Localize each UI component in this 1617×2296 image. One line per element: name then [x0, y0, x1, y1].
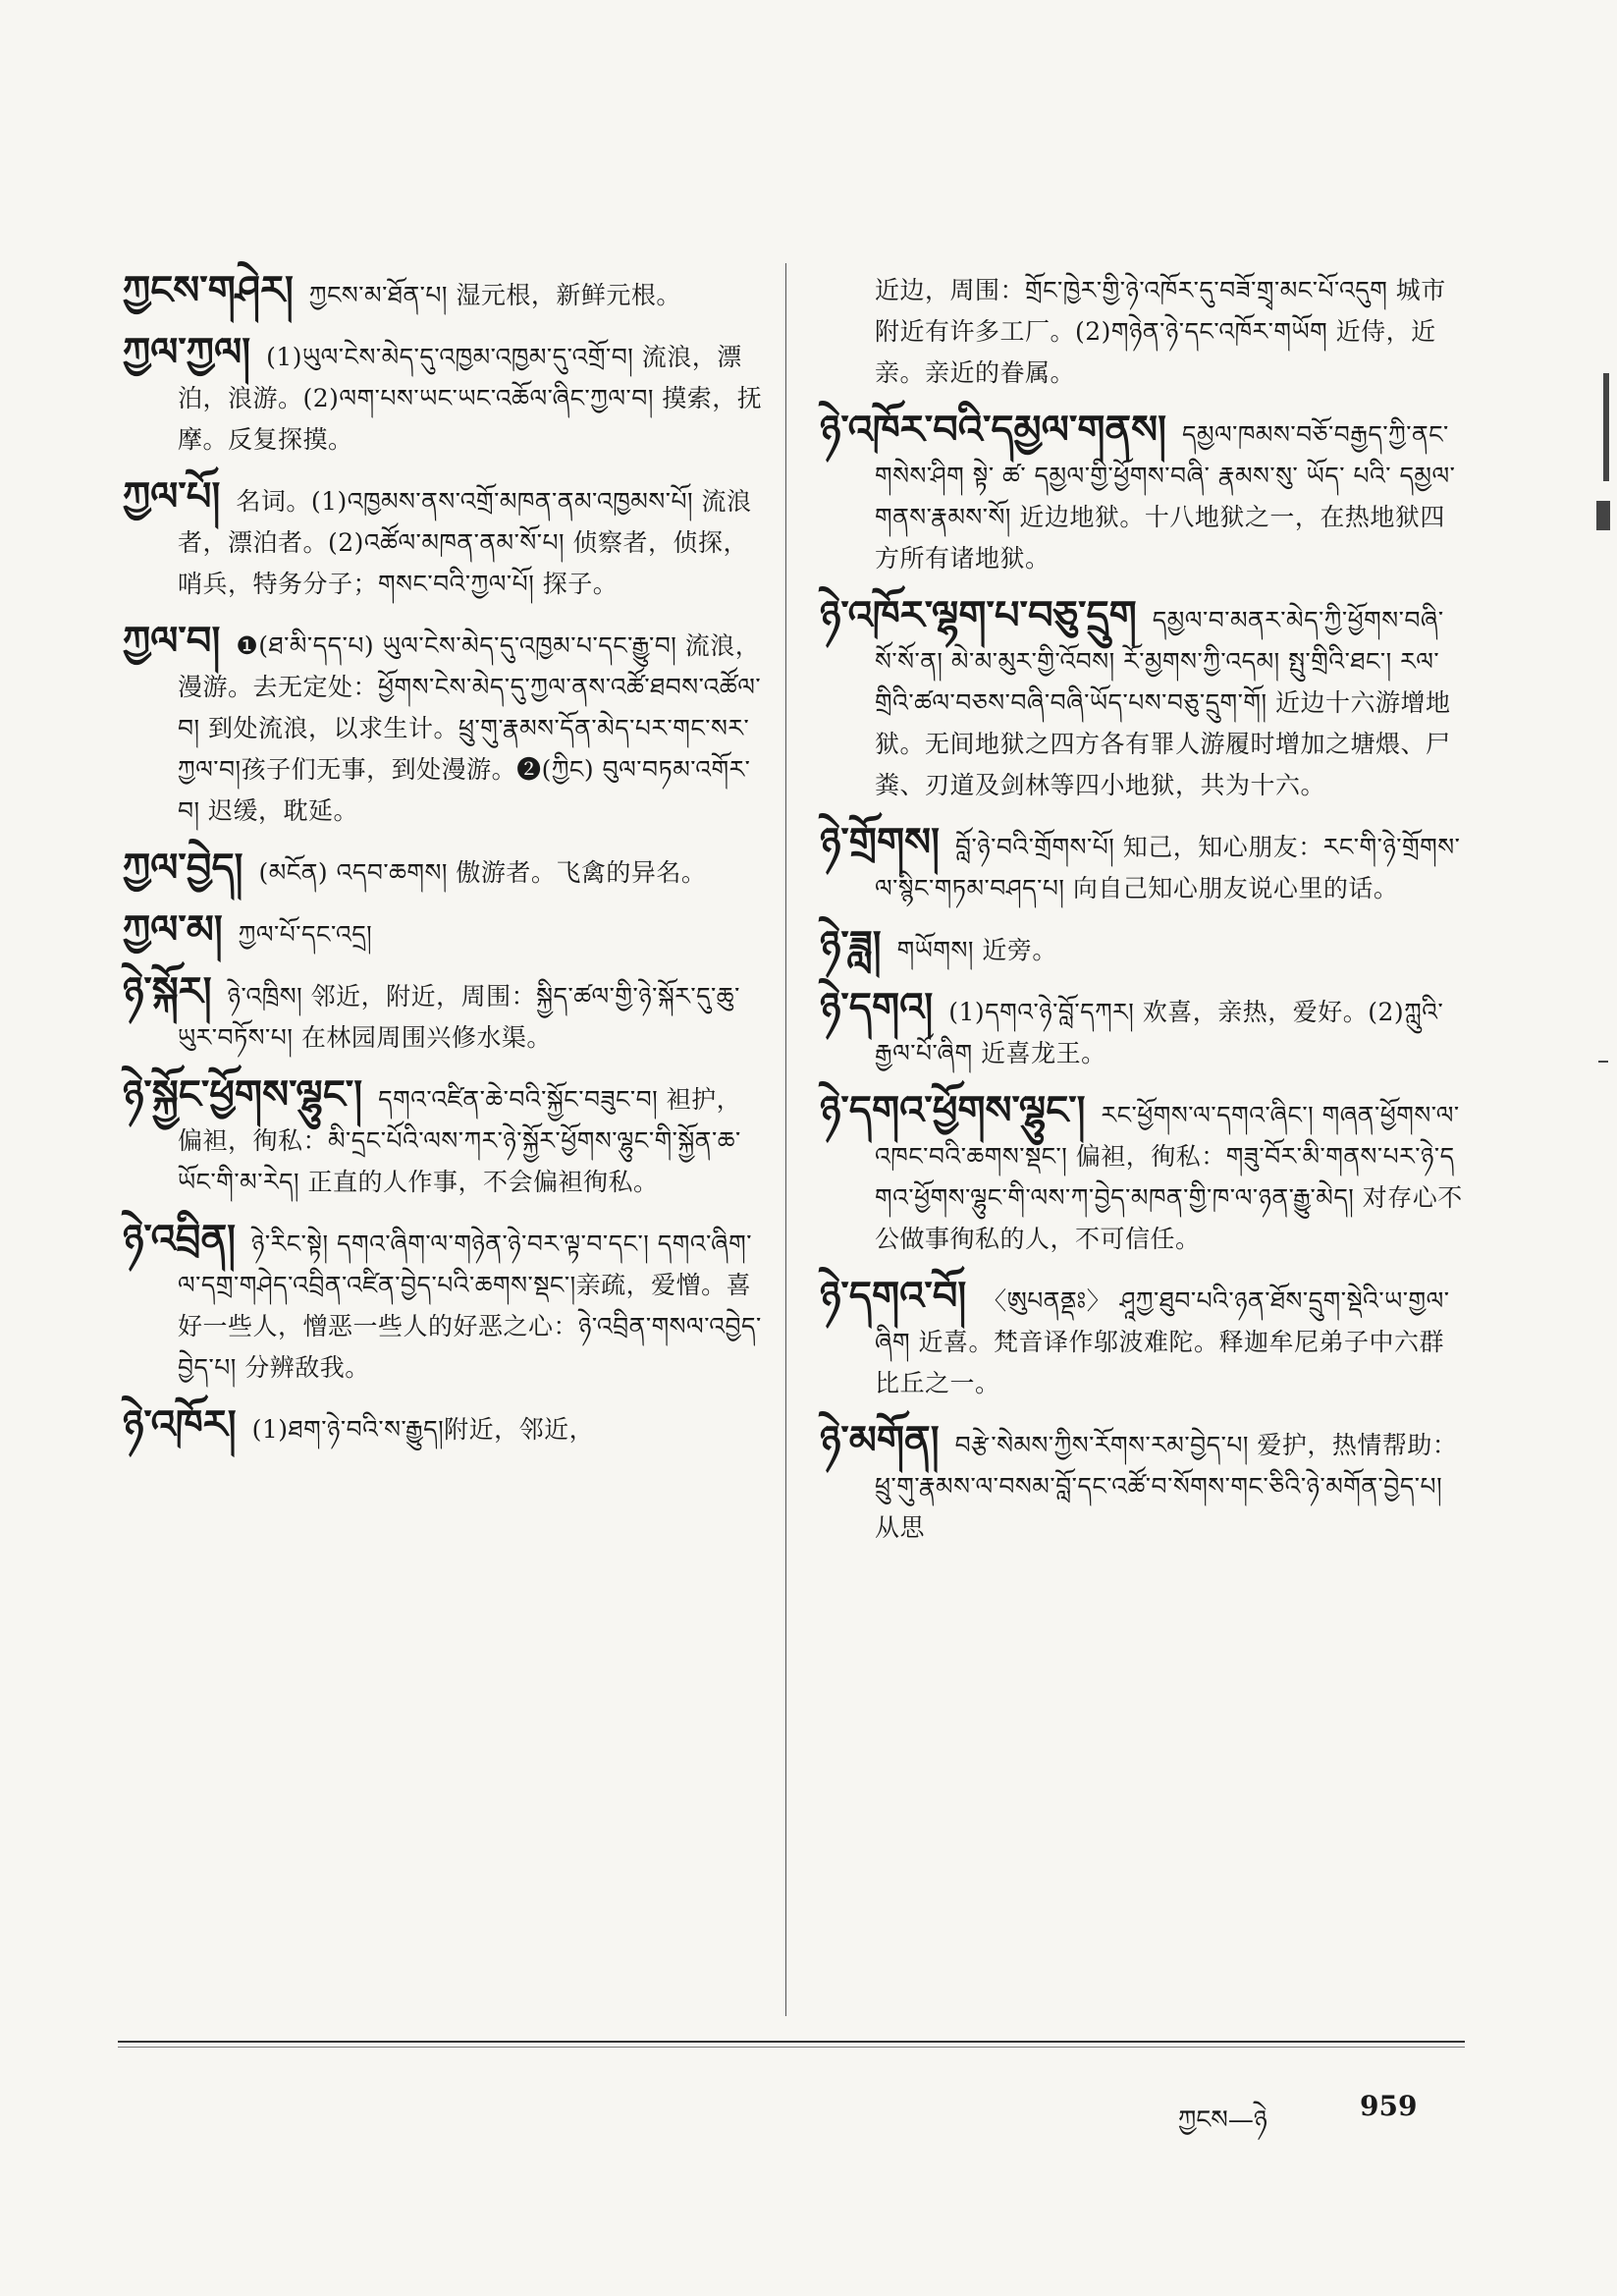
entry-headword: ཉེ་མགོན། — [820, 1417, 940, 1463]
dictionary-entry — [123, 618, 766, 832]
entry-headword: ཀྱངས་གཤེར། — [123, 267, 294, 313]
entry-definition: 名词。(1)འཁྱམས་ནས་འགྲོ་མཁན་ནམ་འཁྱམས་པོ། 流浪者，漂泊者。(2)འཚོལ་མཁན་ནམ་སོ་པ། 侦察者，侦探，哨兵，特务分子；གསང་བའི་ཀྱལ་པོ། 探子。 — [178, 487, 752, 598]
entry-headword: ཉེ་འབྲིན། — [123, 1216, 236, 1262]
entry-headword: ཀྱལ་པོ། — [123, 473, 221, 519]
entry-headword: ཉེ་འཁོར། — [123, 1401, 237, 1448]
dictionary-entry — [123, 968, 766, 1059]
entry-definition: བློ་ཉེ་བའི་གྲོགས་པོ། 知己，知心朋友：རང་གི་ཉེ་གྲོགས་ལ་སྙིང་གཏམ་བཤད་པ། 向自己知心朋友说心里的话。 — [875, 833, 1461, 902]
entry-headword: ཉེ་འཁོར་ལྷག་པ་བཅུ་དྲུག — [820, 592, 1137, 638]
dictionary-entry — [123, 329, 766, 461]
dictionary-entry — [820, 592, 1463, 806]
dictionary-entry — [820, 984, 1463, 1074]
entry-definition: (1)ཡུལ་ངེས་མེད་དུ་འཁྱམ་འཁྱམ་དུ་འགྲོ་བ། 流浪，漂泊，浪游。(2)ལག་པས་ཡང་ཡང་འཆོལ་ཞིང་ཀྱལ་བ། 摸索，抚摩。反复探摸。 — [178, 343, 763, 454]
entry-headword: ཀྱལ་བ། — [123, 618, 221, 664]
entry-definition: (1)ཐག་ཉེ་བའི་ས་རྒྱུད།附近，邻近， — [251, 1415, 595, 1444]
entry-definition: (1)དགའ་ཉེ་བློ་དཀར། 欢喜，亲热，爱好。(2)ཀླུའི་རྒྱལ་པོ་ཞིག 近喜龙王。 — [875, 998, 1444, 1067]
footer-rule — [118, 2041, 1465, 2043]
dictionary-entry — [820, 1273, 1463, 1404]
entry-headword: ཉེ་དགའ་བོ། — [820, 1273, 967, 1319]
entry-definition: ཉེ་འཁྲིས། 邻近，附近，周围：སྐྱིད་ཚལ་གྱི་ཉེ་སྐོར་དུ་ཆུ་ཡུར་བཏོས་པ། 在林园周围兴修水渠。 — [178, 982, 740, 1052]
dictionary-entry — [123, 847, 766, 894]
entry-definition: དམྱལ་བ་མནར་མེད་ཀྱི་ཕྱོགས་བཞི་སོ་སོ་ན། མེ་མ་མུར་གྱི་འོབས། རོ་མྱགས་ཀྱི་འདམ། སྤུ་གྲིའི་ཐང་། རལ་གྲིའི་ཚལ་བཅས་བཞི་བཞི་ཡོད་པས་བཅུ་དྲུག་གོ། 近边十六游增地狱。无间地狱之四方各有罪人游履时增加之塘煨、尸粪、刃道及剑林等四小地狱，共为十六。 — [875, 606, 1451, 799]
dictionary-entry — [123, 1071, 766, 1203]
entry-definition: ❶(ཐ་མི་དད་པ) ཡུལ་ངེས་མེད་དུ་འཁྱམ་པ་དང་རྒྱུ་བ། 流浪，漫游。去无定处：ཕྱོགས་ངེས་མེད་དུ་ཀྱལ་ནས་འཚོ་ཐབས་འཚོལ་བ། 到处流浪，以求生计。ཕྲུ་གུ་རྣམས་དོན་མེད་པར་གང་སར་ཀྱལ་བ།孩子们无事，到处漫游。❷(ཀྱིང) བུལ་བཏམ་འགོར་བ། 迟缓，耽延。 — [178, 631, 762, 825]
entry-definition: ཀྱངས་མ་ཐོན་པ། 湿元根，新鲜元根。 — [308, 281, 681, 309]
entry-definition: 近边，周围：གྲོང་ཁྱེར་གྱི་ཉེ་འཁོར་དུ་བཟོ་གྲྭ་མང་པོ་འདུག 城市附近有许多工厂。(2)གཉེན་ཉེ་དང་འཁོར་གཡོག 近侍，近亲。亲近的眷属。 — [875, 276, 1446, 387]
dictionary-entry — [123, 473, 766, 605]
dictionary-entry — [820, 407, 1463, 579]
entry-definition: 〈ཨུཔནནྡཿ〉 ཤཱཀྱ་ཐུབ་པའི་ཉན་ཐོས་དྲུག་སྡེའི་ཡ་གྱལ་ཞིག 近喜。梵音译作邬波难陀。释迦牟尼弟子中六群比丘之一。 — [875, 1286, 1450, 1397]
entry-headword: ཉེ་དགའ་ཕྱོགས་ལྷུང་། — [820, 1087, 1086, 1133]
right-column — [820, 270, 1463, 1564]
entry-headword: ཉེ་ཟླ། — [820, 922, 882, 968]
entry-definition: གཡོགས། 近旁。 — [896, 936, 1057, 964]
entry-headword: ཉེ་འཁོར་བའི་དམྱལ་གནས། — [820, 407, 1166, 453]
entry-headword: ཉེ་དགའ། — [820, 984, 934, 1030]
running-head: ཀྱངས—ཉེ — [1178, 2105, 1267, 2135]
entry-definition: (མངོན) འདབ་ཆགས། 傲游者。飞禽的异名。 — [258, 858, 707, 887]
page-number: 959 — [1360, 2090, 1418, 2122]
column-divider — [785, 263, 786, 2016]
dictionary-entry — [123, 267, 766, 316]
entry-headword: ཉེ་སྐྱོང་ཕྱོགས་ལྷུང་། — [123, 1071, 363, 1118]
entry-headword: ཉེ་སྐོར། — [123, 968, 212, 1014]
dictionary-entry — [820, 922, 1463, 971]
entry-definition: བརྩེ་སེམས་ཀྱིས་རོགས་རམ་བྱེད་པ། 爱护，热情帮助：ཕྲུ་གུ་རྣམས་ལ་བསམ་བློ་དང་འཚོ་བ་སོགས་གང་ཅིའི་ཉེ་མགོན་བྱེད་པ། 从思 — [875, 1431, 1458, 1542]
footer-rule-thin — [118, 2047, 1465, 2048]
dictionary-entry — [820, 270, 1463, 394]
dictionary-entry — [123, 906, 766, 956]
edge-mark — [1598, 1061, 1608, 1063]
dictionary-entry — [820, 1417, 1463, 1549]
edge-mark — [1603, 373, 1609, 481]
entry-definition: དགའ་འཛིན་ཆེ་བའི་སྐྱོང་བཟུང་བ། 袒护，偏袒，徇私：མི་དྲང་པོའི་ལས་ཀར་ཉེ་སྐྱོར་ཕྱོགས་ལྷུང་གི་སྐྱོན་ཆ་ཡོང་གི་མ་རེད། 正直的人作事，不会偏袒徇私。 — [178, 1085, 742, 1196]
entry-headword: ཀྱལ་མ། — [123, 906, 223, 953]
left-column — [123, 267, 766, 1466]
edge-mark — [1596, 501, 1610, 530]
dictionary-entry — [123, 1401, 766, 1450]
entry-definition: དམྱལ་ཁམས་བཅོ་བརྒྱད་ཀྱི་ནང་གསེས་ཤིག སྟེ་ ཚ་ དམྱལ་གྱི་ཕྱོགས་བཞི་ རྣམས་སུ་ ཡོད་ པའི་ དམྱལ་ གནས་རྣམས་སོ། 近边地狱。十八地狱之一，在热地狱四方所有诸地狱。 — [875, 420, 1456, 573]
dictionary-entry — [820, 1087, 1463, 1260]
entry-headword: ཀྱལ་ཀྱལ། — [123, 329, 251, 375]
dictionary-entry — [123, 1216, 766, 1389]
entry-headword: ཉེ་གྲོགས། — [820, 819, 940, 865]
dictionary-entry — [820, 819, 1463, 909]
entry-definition: ཀྱལ་པོ་དང་འདྲ། — [238, 920, 373, 949]
entry-headword: ཀྱལ་བྱེད། — [123, 845, 243, 891]
entry-definition: ཉེ་རིང་སྟེ། དགའ་ཞིག་ལ་གཉེན་ཉེ་བར་ལྟ་བ་དང་། དགའ་ཞིག་ལ་དགྲ་གཤེད་འབྲིན་འཛིན་བྱེད་པའི་ཆགས་སྡང་།亲疏，爱憎。喜好一些人，憎恶一些人的好恶之心：ཉེ་འབྲིན་གསལ་འབྱེད་བྱེད་པ། 分辨敌我。 — [178, 1230, 762, 1382]
entry-definition: རང་ཕྱོགས་ལ་དགའ་ཞིང་། གཞན་ཕྱོགས་ལ་འཁང་བའི་ཆགས་སྡང་། 偏袒，徇私：གཟུ་བོར་མི་གནས་པར་ཉེ་དགའ་ཕྱོགས་ལྷུང་གི་ལས་ཀ་བྱེད་མཁན་གྱི་ཁ་ལ་ཉན་རྒྱུ་མེད། 对存心不公做事徇私的人，不可信任。 — [875, 1101, 1463, 1253]
